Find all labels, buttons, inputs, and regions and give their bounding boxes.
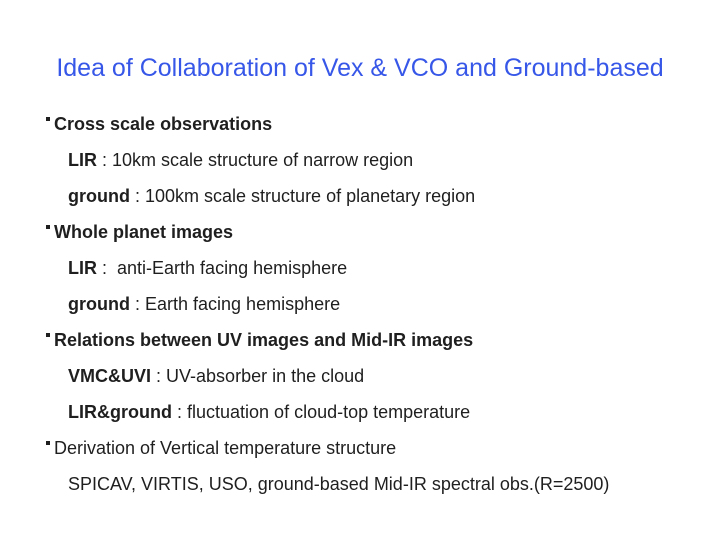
- bullet-item: [46, 106, 686, 142]
- sub-item: [46, 466, 686, 502]
- bullet-label: Derivation of Vertical temperature structure: [54, 438, 397, 458]
- sub-item: [46, 178, 686, 214]
- term-label: LIR: [68, 150, 97, 170]
- description-text: SPICAV, VIRTIS, USO, ground-based Mid-IR spectral obs.(R=2500): [68, 474, 610, 494]
- description-text: anti-Earth facing hemisphere: [117, 258, 348, 278]
- slide-title: Idea of Collaboration of Vex & VCO and Ground-based: [56, 54, 664, 82]
- description-text: fluctuation of cloud-top temperature: [187, 402, 471, 422]
- term-label: ground: [68, 186, 130, 206]
- bullet-icon: [46, 441, 50, 445]
- separator: :: [97, 150, 113, 170]
- term-label: VMC&UVI: [68, 366, 152, 386]
- term-label: LIR&ground: [68, 402, 172, 422]
- bullet-item: [46, 214, 686, 250]
- separator: :: [129, 294, 145, 314]
- bullet-label: Cross scale observations: [54, 114, 273, 134]
- separator: :: [151, 366, 167, 386]
- separator: :: [129, 186, 145, 206]
- sub-item: [46, 250, 686, 286]
- term-label: ground: [68, 294, 130, 314]
- bullet-label: Relations between UV images and Mid-IR images: [54, 330, 474, 350]
- description-text: UV-absorber in the cloud: [166, 366, 365, 386]
- sub-item: [46, 286, 686, 322]
- bullet-list: [46, 106, 686, 502]
- bullet-label: Whole planet images: [54, 222, 234, 242]
- separator: :: [171, 402, 187, 422]
- description-text: 100km scale structure of planetary region: [145, 186, 476, 206]
- sub-item: [46, 142, 686, 178]
- bullet-item: [46, 322, 686, 358]
- bullet-icon: [46, 333, 50, 337]
- bullet-icon: [46, 117, 50, 121]
- description-text: Earth facing hemisphere: [145, 294, 341, 314]
- bullet-icon: [46, 225, 50, 229]
- separator: :: [97, 258, 118, 278]
- description-text: 10km scale structure of narrow region: [112, 150, 414, 170]
- term-label: LIR: [68, 258, 97, 278]
- sub-item: [46, 358, 686, 394]
- sub-item: [46, 394, 686, 430]
- bullet-item: [46, 430, 686, 466]
